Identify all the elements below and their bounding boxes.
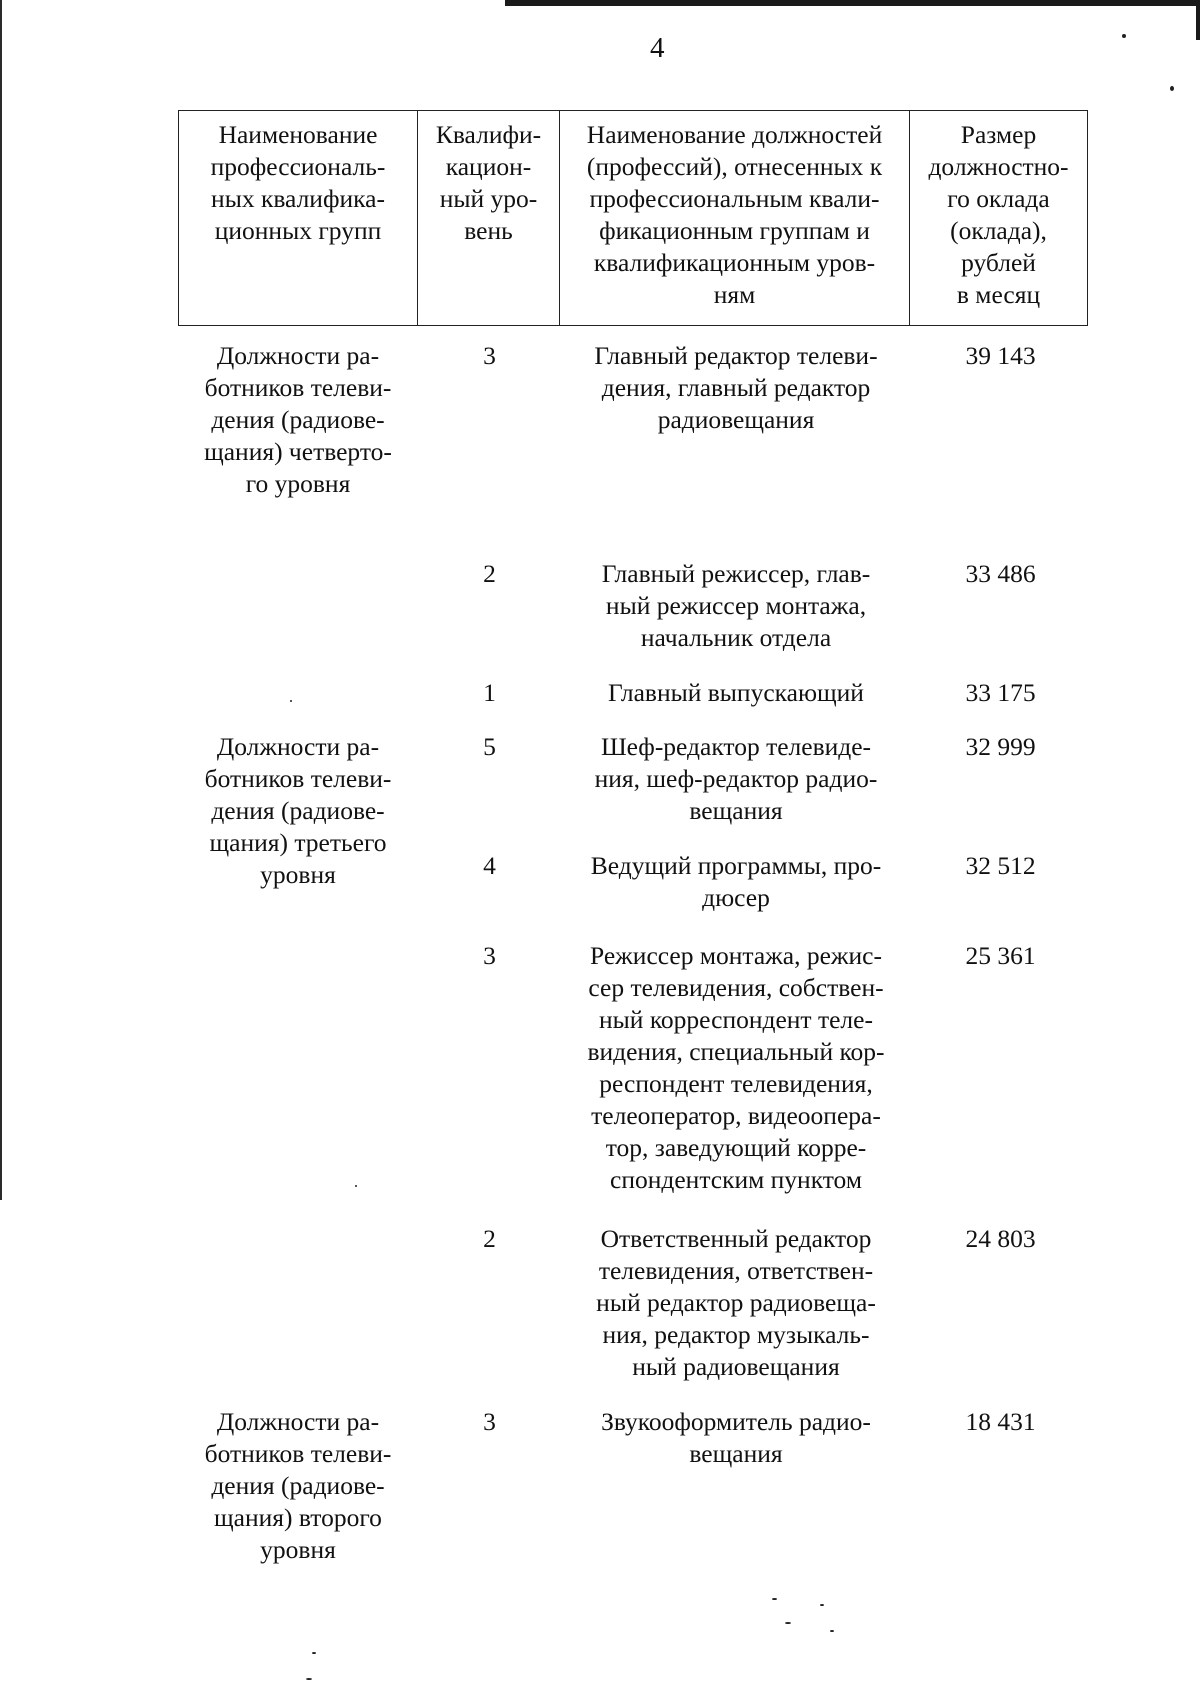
level-cell: 4: [483, 851, 496, 880]
level-cell: 2: [483, 559, 496, 588]
left-border-line: [0, 0, 2, 1200]
header-line: фикационным группам и: [599, 216, 870, 245]
scan-speck: [312, 1652, 316, 1654]
positions-cell: [561, 340, 911, 436]
salary-cell: 39 143: [965, 341, 1036, 370]
salary-cell: 25 361: [965, 941, 1036, 970]
right-border-line: [1196, 0, 1200, 40]
positions-cell: [561, 731, 911, 827]
cell-line: дения (радиове-: [211, 405, 385, 434]
group-name-cell: [178, 731, 418, 891]
salary-cell: 24 803: [965, 1224, 1036, 1253]
salary-cell: 32 999: [965, 732, 1036, 761]
header-group-name: [179, 111, 418, 326]
cell-line: Режиссер монтажа, режис-: [590, 941, 882, 970]
cell-line: ботников телеви-: [204, 373, 392, 402]
header-salary: [910, 111, 1088, 326]
cell-line: ный радиовещания: [632, 1352, 840, 1381]
cell-line: го уровня: [245, 469, 351, 498]
cell-line: дения (радиове-: [211, 796, 385, 825]
table-header: [178, 110, 1088, 326]
scan-speck: [1170, 86, 1174, 91]
scan-speck: [772, 1598, 777, 1600]
group-name-cell: [178, 1406, 418, 1566]
cell-line: ния, шеф-редактор радио-: [594, 764, 878, 793]
cell-line: Звукооформитель радио-: [601, 1407, 871, 1436]
page-number: 4: [650, 32, 665, 64]
cell-line: ный корреспондент теле-: [599, 1005, 873, 1034]
cell-line: ния, редактор музыкаль-: [602, 1320, 870, 1349]
cell-line: Должности ра-: [216, 341, 380, 370]
salary-cell: 33 175: [965, 678, 1036, 707]
header-line: профессиональным квали-: [589, 184, 880, 213]
cell-line: ный редактор радиовеща-: [596, 1288, 876, 1317]
positions-cell: [561, 850, 911, 914]
cell-line: ный режиссер монтажа,: [605, 591, 867, 620]
scan-speck: [820, 1604, 824, 1606]
positions-cell: [561, 1223, 911, 1383]
header-line: ный уро-: [439, 184, 538, 213]
cell-line: видения, специальный кор-: [587, 1037, 885, 1066]
positions-cell: [561, 940, 911, 1196]
header-line: вень: [464, 216, 513, 245]
cell-line: вещания: [689, 796, 783, 825]
header-line: ционных групп: [214, 216, 382, 245]
level-cell: 2: [483, 1224, 496, 1253]
header-line: ных квалифика-: [211, 184, 385, 213]
cell-line: Главный выпускающий: [608, 678, 864, 707]
cell-line: ботников телеви-: [204, 764, 392, 793]
group-name-cell: [178, 340, 418, 500]
header-line: кацион-: [445, 152, 532, 181]
header-line: в месяц: [956, 280, 1041, 309]
cell-line: дения, главный редактор: [601, 373, 871, 402]
cell-line: Шеф-редактор телевиде-: [600, 732, 872, 761]
level-cell: 3: [483, 341, 496, 370]
cell-line: Должности ра-: [216, 1407, 380, 1436]
header-line: го оклада: [947, 184, 1050, 213]
header-line: ням: [713, 280, 756, 309]
positions-cell: [561, 558, 911, 654]
header-qualification-level: [418, 111, 560, 326]
cell-line: телеоператор, видеоопера-: [591, 1101, 881, 1130]
positions-cell: [561, 677, 911, 709]
salary-cell: 32 512: [965, 851, 1036, 880]
header-line: (профессий), отнесенных к: [586, 152, 883, 181]
cell-line: щания) четверто-: [204, 437, 392, 466]
level-cell: 3: [483, 941, 496, 970]
cell-line: Главный режиссер, глав-: [601, 559, 871, 588]
header-line: квалификационным уров-: [593, 248, 876, 277]
cell-line: уровня: [260, 860, 336, 889]
cell-line: ботников телеви-: [204, 1439, 392, 1468]
header-line: Размер: [960, 120, 1037, 149]
top-border-line: [505, 0, 1200, 6]
cell-line: начальник отдела: [640, 623, 832, 652]
cell-line: Главный редактор телеви-: [594, 341, 878, 370]
salary-cell: 18 431: [965, 1407, 1036, 1436]
header-line: должностно-: [928, 152, 1069, 181]
scan-speck: [830, 1630, 834, 1632]
header-line: рублей: [961, 248, 1036, 277]
level-cell: 5: [483, 732, 496, 761]
level-cell: 3: [483, 1407, 496, 1436]
cell-line: Ведущий программы, про-: [590, 851, 882, 880]
cell-line: спондентским пунктом: [610, 1165, 862, 1194]
cell-line: Должности ра-: [216, 732, 380, 761]
cell-line: тор, заведующий корре-: [605, 1133, 867, 1162]
cell-line: вещания: [689, 1439, 783, 1468]
header-line: Наименование: [218, 120, 378, 149]
cell-line: сер телевидения, собствен-: [588, 973, 884, 1002]
header-line: Квалифи-: [435, 120, 542, 149]
positions-cell: [561, 1406, 911, 1470]
scan-speck: [785, 1622, 791, 1624]
header-line: Наименование должностей: [586, 120, 883, 149]
cell-line: щания) второго: [214, 1503, 382, 1532]
scan-speck: [355, 1185, 357, 1187]
cell-line: телевидения, ответствен-: [598, 1256, 874, 1285]
cell-line: дюсер: [702, 883, 770, 912]
level-cell: 1: [483, 678, 496, 707]
cell-line: радиовещания: [657, 405, 815, 434]
header-line: (оклада),: [950, 216, 1047, 245]
salary-cell: 33 486: [965, 559, 1036, 588]
cell-line: щания) третьего: [209, 828, 387, 857]
cell-line: респондент телевидения,: [599, 1069, 873, 1098]
cell-line: уровня: [260, 1535, 336, 1564]
cell-line: дения (радиове-: [211, 1471, 385, 1500]
scan-speck: [1122, 34, 1126, 38]
cell-line: Ответственный редактор: [600, 1224, 872, 1253]
scan-speck: [306, 1678, 312, 1680]
header-position-names: [560, 111, 910, 326]
header-line: профессиональ-: [210, 152, 386, 181]
scan-speck: [290, 700, 292, 702]
